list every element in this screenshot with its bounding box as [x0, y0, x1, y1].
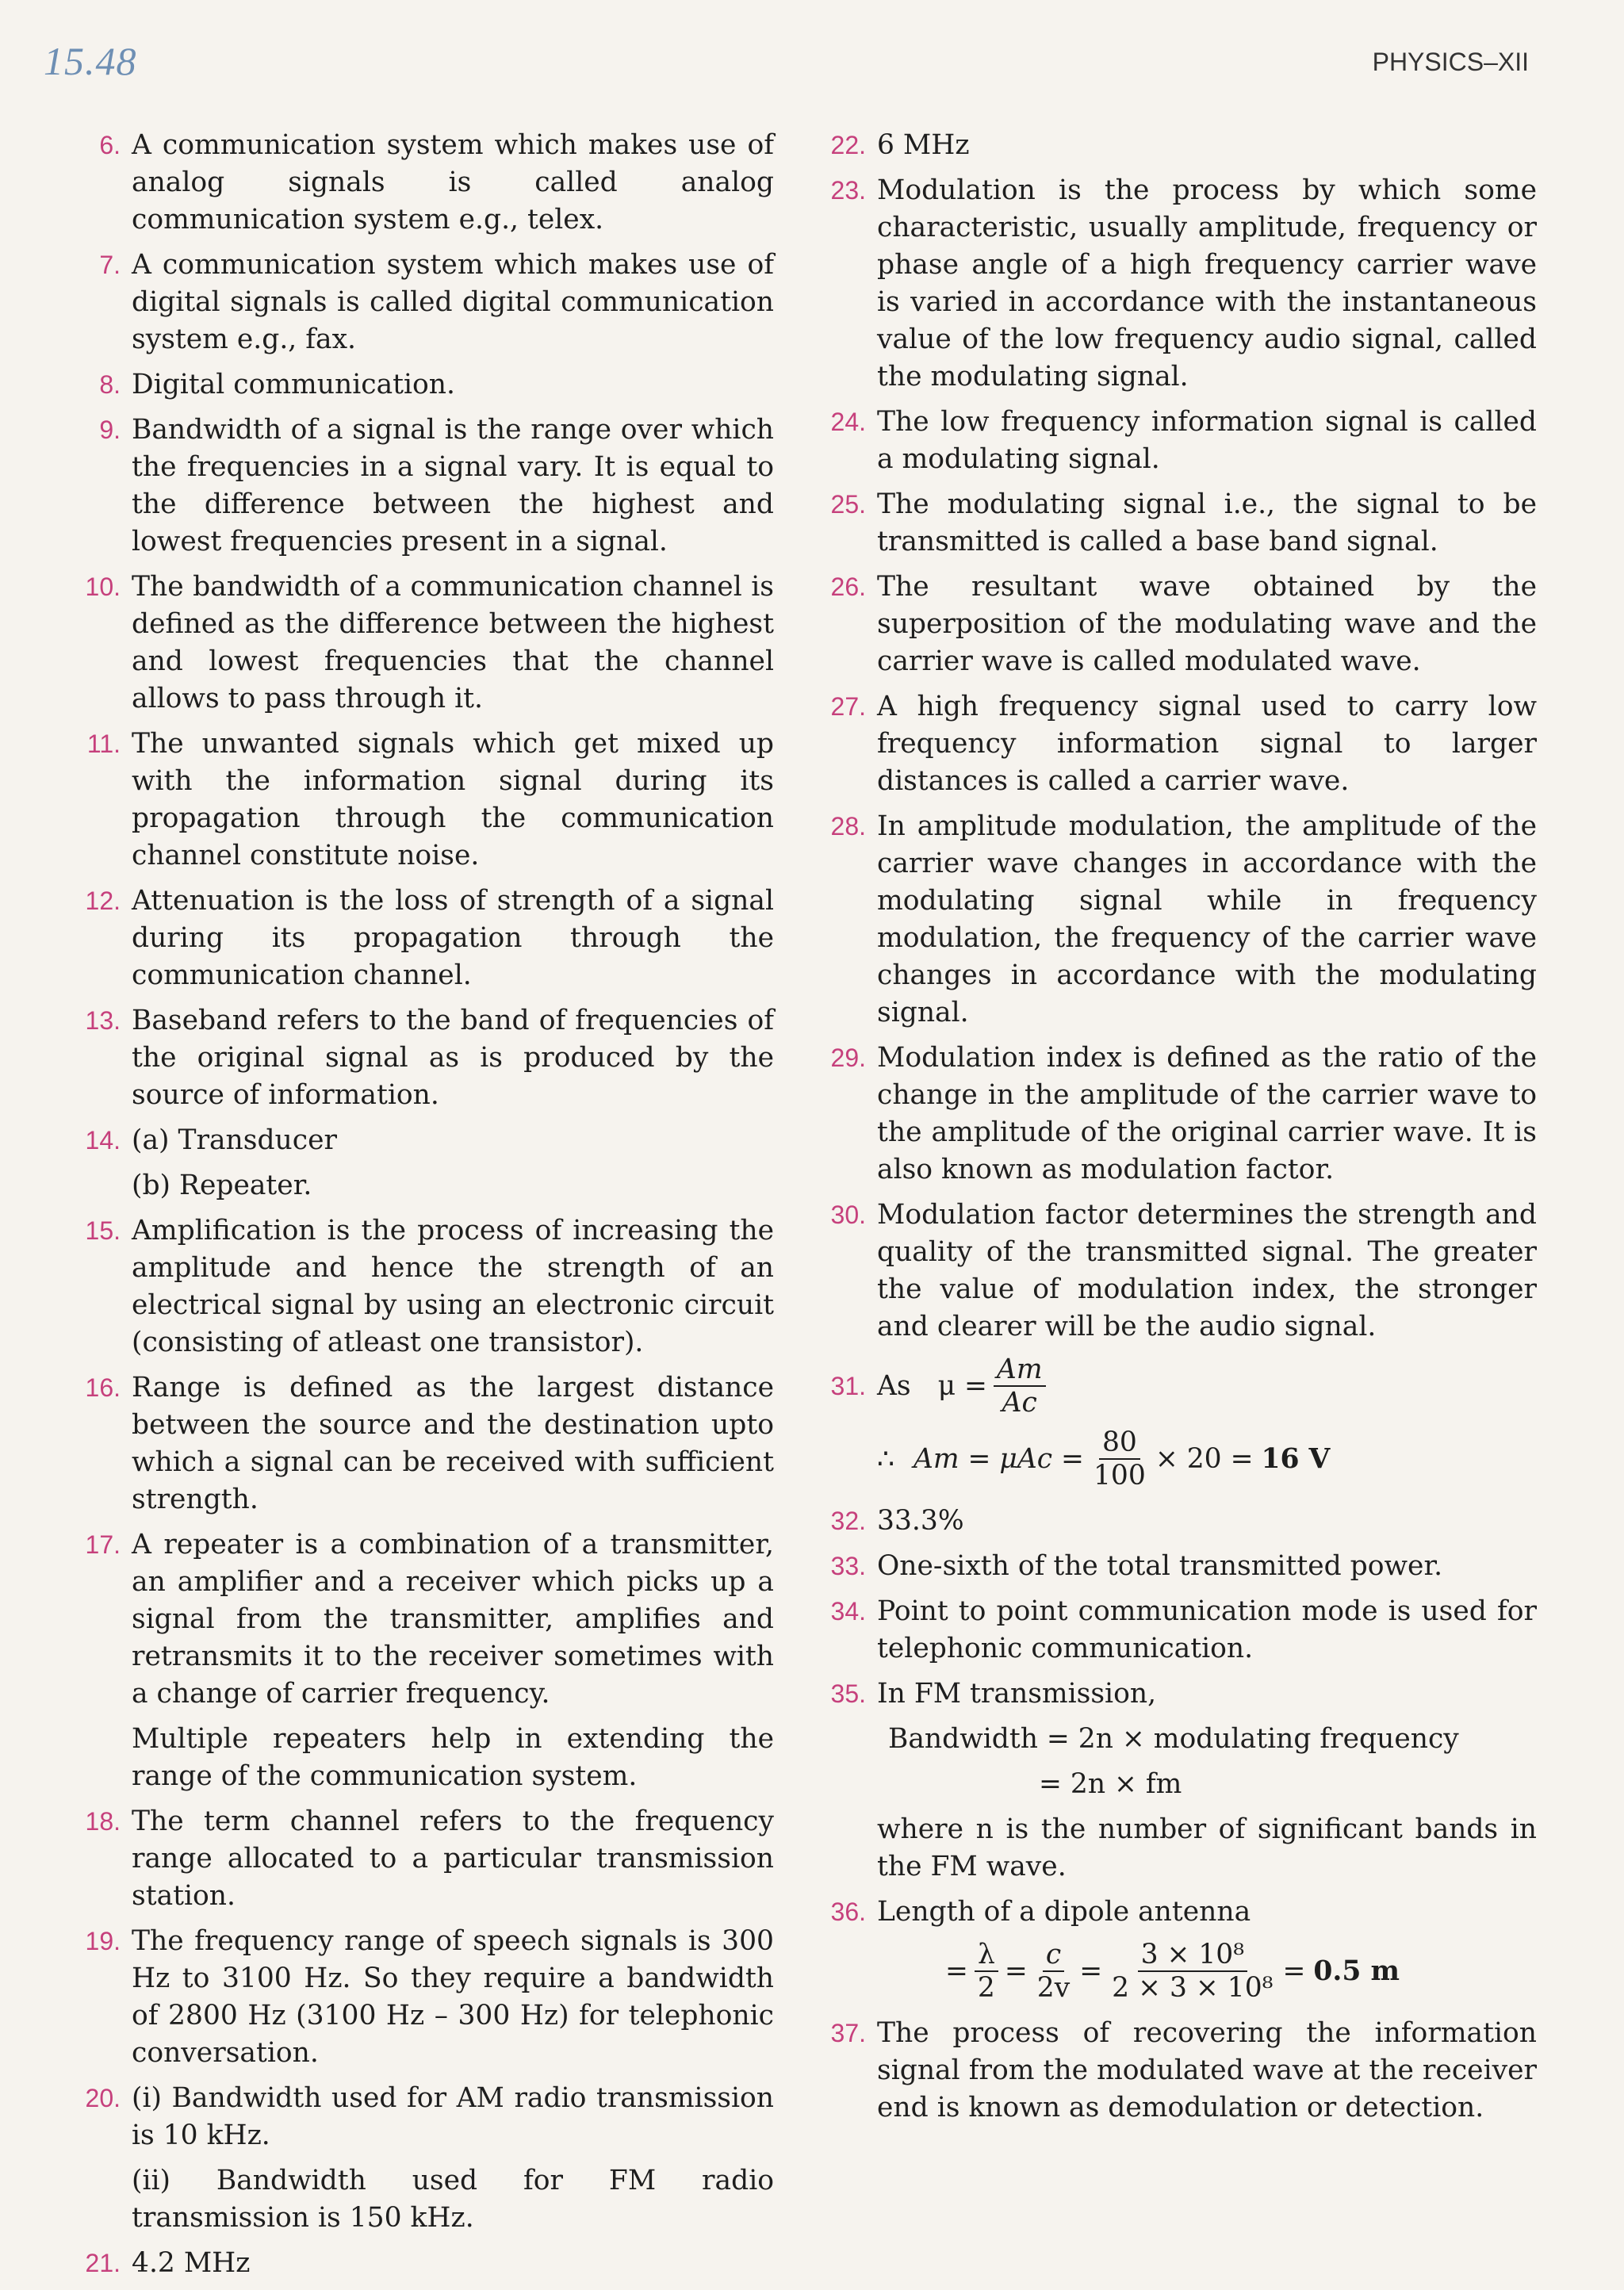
answer-20 — [62, 2080, 774, 2154]
answer-text: Modulation is the process by which some characteristic, usually amplitude, frequency or phase angle of a high frequency carrier wave is varied in accordance with the instantaneous value of the low frequency audio signal, called the modulating signal. — [877, 174, 1537, 393]
answer-number: 13. — [85, 1006, 121, 1035]
equals-sign: = — [1004, 1955, 1028, 1987]
answer-number: 25. — [830, 490, 866, 519]
answer-text: Modulation index is defined as the ratio of the change in the amplitude of the carrier wave to the amplitude of the original carrier wave. It is also known as modulation factor. — [877, 1042, 1537, 1185]
answer-number: 18. — [85, 1807, 121, 1836]
answer-33 — [826, 1548, 1537, 1585]
answer-text: In FM transmission, — [877, 1678, 1157, 1710]
answer-text: The resultant wave obtained by the superposition of the modulating wave and the carrier wave is called modulated wave. — [877, 571, 1537, 677]
answer-text: The low frequency information signal is called a modulating signal. — [877, 406, 1537, 475]
answer-12 — [62, 883, 774, 994]
answer-24 — [826, 404, 1537, 478]
answer-number: 6. — [99, 131, 121, 159]
answer-30 — [826, 1197, 1537, 1346]
fraction — [975, 1939, 998, 2004]
answer-29 — [826, 1040, 1537, 1189]
answer-number: 33. — [830, 1552, 866, 1580]
page-number: 15.48 — [44, 39, 137, 83]
answer-number: 11. — [86, 730, 121, 758]
answer-text: The bandwidth of a communication channel is defined as the difference between the highest and lowest frequencies that the channel allows to pass through it. — [132, 571, 774, 714]
equals-sign: = — [945, 1955, 968, 1987]
answer-number: 35. — [830, 1679, 866, 1708]
answer-8 — [62, 366, 774, 404]
answer-number: 34. — [830, 1597, 866, 1626]
numerator: Am — [994, 1354, 1046, 1387]
answer-text: 6 MHz — [877, 129, 970, 161]
answer-number: 20. — [85, 2084, 121, 2112]
answer-number: 10. — [85, 572, 121, 601]
answer-number: 14. — [85, 1126, 121, 1155]
answer-number: 19. — [85, 1927, 121, 1955]
answer-text: The term channel refers to the frequency range allocated to a particular transmission station. — [132, 1806, 774, 1912]
answer-18 — [62, 1803, 774, 1915]
numerator: c — [1043, 1939, 1064, 1972]
left-column — [62, 127, 774, 2290]
answer-number: 31. — [830, 1371, 866, 1400]
answer-37 — [826, 2015, 1537, 2127]
answer-text: The unwanted signals which get mixed up with the information signal during its propagation through the communication channel constitute noise. — [132, 728, 774, 871]
answer-19 — [62, 1923, 774, 2072]
answer-31 — [826, 1354, 1537, 1419]
answer-text: Digital communication. — [132, 369, 455, 400]
answer-number: 9. — [99, 415, 121, 444]
answer-14-b: (b) Repeater. — [132, 1170, 312, 1201]
answer-21 — [62, 2245, 774, 2282]
answer-15 — [62, 1212, 774, 1361]
numerator: λ — [975, 1939, 998, 1972]
answer-27 — [826, 688, 1537, 800]
bandwidth-equation: Bandwidth = 2n × modulating frequency — [888, 1723, 1459, 1755]
denominator: 100 — [1093, 1460, 1146, 1492]
answer-9 — [62, 412, 774, 561]
fraction — [1034, 1939, 1073, 2004]
answer-13 — [62, 1002, 774, 1114]
numerator: 80 — [1099, 1426, 1140, 1460]
answer-text: Amplification is the process of increasing the amplitude and hence the strength of an electrical signal by using an electronic circuit (consisting of atleast one transistor). — [132, 1215, 774, 1358]
answer-text: Modulation factor determines the strength and quality of the transmitted signal. The greater the value of modulation index, the stronger and clearer will be the audio signal. — [877, 1199, 1537, 1342]
answer-text: (i) Bandwidth used for AM radio transmission is 10 kHz. — [132, 2082, 774, 2151]
fraction — [1109, 1939, 1276, 2004]
answer-number: 23. — [830, 176, 866, 205]
answer-text: Attenuation is the loss of strength of a signal during its propagation through the communication channel. — [132, 885, 774, 991]
answer-17-paragraph-2: Multiple repeaters help in extending the range of the communication system. — [132, 1723, 774, 1792]
answer-22 — [826, 127, 1537, 164]
right-column — [826, 127, 1537, 2135]
answer-text: A high frequency signal used to carry low frequency information signal to larger distances is called a carrier wave. — [877, 691, 1537, 797]
answer-text: The modulating signal i.e., the signal to be transmitted is called a base band signal. — [877, 488, 1537, 557]
denominator: 2 — [977, 1972, 995, 2004]
answer-16 — [62, 1369, 774, 1518]
equation-tail: × 20 = — [1155, 1443, 1254, 1475]
answer-23 — [826, 172, 1537, 396]
answer-number: 30. — [830, 1201, 866, 1229]
answer-number: 28. — [830, 812, 866, 841]
answer-number: 37. — [830, 2019, 866, 2047]
answer-35 — [826, 1675, 1537, 1713]
answer-26 — [826, 569, 1537, 680]
answer-text: One-sixth of the total transmitted power. — [877, 1550, 1443, 1582]
answer-number: 7. — [99, 251, 121, 279]
answer-text: Baseband refers to the band of frequencies of the original signal as is produced by the source of information. — [132, 1005, 774, 1111]
dipole-length-equation — [826, 1939, 1537, 2004]
denominator: Ac — [1002, 1387, 1037, 1419]
denominator: 2 × 3 × 10⁸ — [1112, 1972, 1274, 2004]
answer-number: 27. — [830, 692, 866, 721]
answer-text: A repeater is a combination of a transmitter, an amplifier and a receiver which picks up a signal from the transmitter, amplifies and retransmits it to the receiver sometimes with a change of carrier frequency. — [132, 1529, 774, 1710]
as-label: As — [877, 1369, 911, 1402]
modulation-index-formula — [877, 1354, 1052, 1419]
answer-36 — [826, 1894, 1537, 1931]
equals-sign: = — [1282, 1955, 1306, 1987]
answer-number: 8. — [99, 370, 121, 399]
answer-text: 4.2 MHz — [132, 2247, 251, 2279]
answer-number: 21. — [85, 2249, 121, 2277]
answer-14 — [62, 1122, 774, 1159]
answer-number: 26. — [830, 572, 866, 601]
answer-number: 22. — [830, 131, 866, 159]
answer-number: 15. — [85, 1216, 121, 1245]
answer-25 — [826, 486, 1537, 561]
answer-number: 16. — [85, 1373, 121, 1402]
answer-32 — [826, 1503, 1537, 1540]
answer-text: In amplitude modulation, the amplitude of the carrier wave changes in accordance with the modulating signal while in frequency modulation, the frequency of the carrier wave changes in accordance with the modulating signal. — [877, 810, 1537, 1028]
answer-text: Range is defined as the largest distance between the source and the destination upto which a signal can be received with sufficient strength. — [132, 1372, 774, 1515]
answer-number: 17. — [85, 1530, 121, 1559]
answer-17 — [62, 1526, 774, 1713]
answer-text: The process of recovering the information signal from the modulated wave at the receiver end is known as demodulation or detection. — [877, 2017, 1537, 2123]
answer-text: 33.3% — [877, 1505, 964, 1537]
fraction — [1090, 1426, 1149, 1492]
answer-number: 24. — [830, 408, 866, 436]
amplitude-calculation — [826, 1426, 1537, 1492]
answer-35-explanation: where n is the number of significant bands in the FM wave. — [877, 1813, 1537, 1882]
equation-lhs: Am = μAc = — [913, 1443, 1084, 1475]
mu-symbol: μ = — [937, 1369, 987, 1402]
therefore-symbol: ∴ — [877, 1443, 894, 1475]
bandwidth-equation-2: = 2n × fm — [1039, 1768, 1182, 1800]
answer-text: A communication system which makes use of digital signals is called digital communication system e.g., fax. — [132, 249, 774, 355]
answer-text: A communication system which makes use of analog signals is called analog communication system e.g., telex. — [132, 129, 774, 236]
answer-10 — [62, 569, 774, 718]
answer-text: Length of a dipole antenna — [877, 1896, 1251, 1928]
answer-text: (a) Transducer — [132, 1124, 337, 1156]
answer-28 — [826, 808, 1537, 1032]
answer-number: 29. — [830, 1044, 866, 1072]
denominator: 2v — [1036, 1972, 1071, 2004]
answer-20-ii: (ii) Bandwidth used for FM radio transmission is 150 kHz. — [132, 2165, 774, 2234]
answer-text: The frequency range of speech signals is 300 Hz to 3100 Hz. So they require a bandwidth of 2800 Hz (3100 Hz – 300 Hz) for telephonic conversation. — [132, 1925, 774, 2069]
numerator: 3 × 10⁸ — [1138, 1939, 1248, 1972]
answer-number: 32. — [830, 1507, 866, 1535]
answer-11 — [62, 726, 774, 875]
answer-text: Bandwidth of a signal is the range over which the frequencies in a signal vary. It is equal to the difference between the highest and lowest frequencies present in a signal. — [132, 414, 774, 557]
answer-number: 12. — [85, 887, 121, 915]
equation-result: 0.5 m — [1313, 1955, 1400, 1987]
fraction — [994, 1354, 1046, 1419]
running-head: PHYSICS–XII — [1372, 48, 1529, 76]
answer-34 — [826, 1593, 1537, 1668]
answer-text: Point to point communication mode is used for telephonic communication. — [877, 1595, 1537, 1664]
answer-7 — [62, 247, 774, 358]
answer-6 — [62, 127, 774, 239]
equation-result: 16 V — [1261, 1443, 1331, 1475]
answer-number: 36. — [830, 1897, 866, 1926]
equals-sign: = — [1079, 1955, 1103, 1987]
